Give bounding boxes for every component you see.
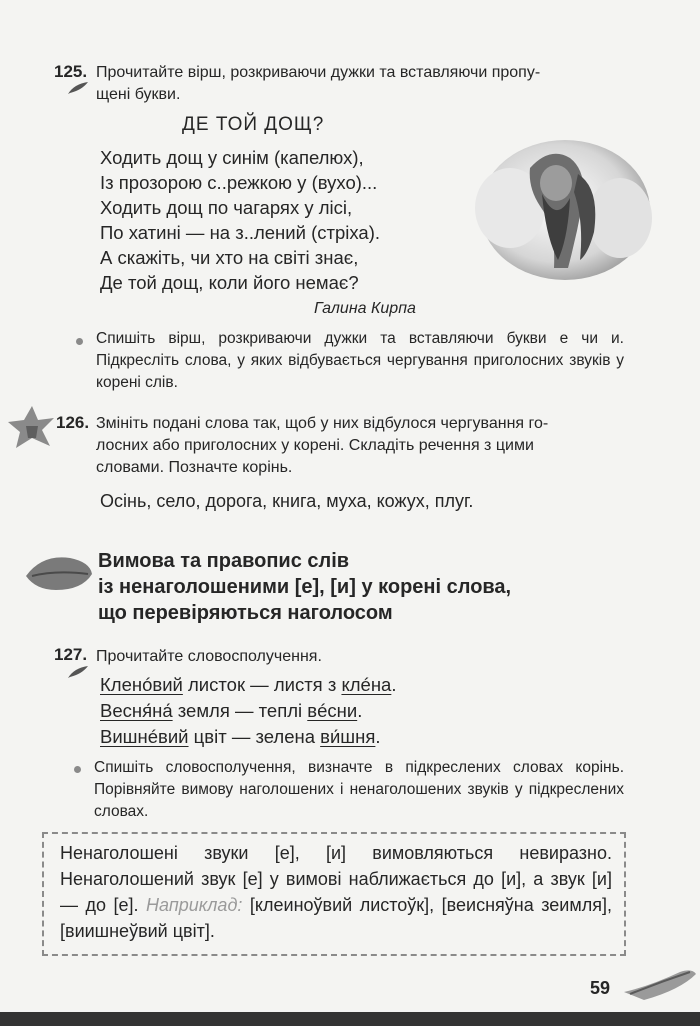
word-list: Осінь, село, дорога, книга, муха, кожух, плуг.	[100, 491, 474, 511]
bullet-icon	[74, 766, 81, 773]
poem	[100, 145, 380, 295]
poem-line: Ходить дощ по чагарях у лісі,	[100, 197, 353, 218]
poem-line: А скажіть, чи хто на світі знає,	[100, 247, 359, 268]
quill-icon	[66, 664, 90, 680]
rule-box	[42, 832, 626, 956]
poem-line: Де той дощ, коли його немає?	[100, 272, 359, 293]
exercise-number-127: 127.	[54, 645, 88, 664]
bottom-bar	[0, 1012, 700, 1026]
section-heading: Вимова та правопис слів із ненаголошеними [е], [и] у корені слова, що перевіряються наголосом	[98, 550, 512, 624]
star-leaf-icon	[6, 404, 58, 450]
poem-title: ДЕ ТОЙ ДОЩ?	[182, 114, 325, 135]
poem-line: Ходить дощ у синім (капелюх),	[100, 147, 364, 168]
poem-line: По хатині — на з..лений (стріха).	[100, 222, 380, 243]
quill-icon	[66, 80, 90, 96]
phrase-row: Кленóвий листок — листя з клéна.	[100, 674, 397, 695]
poem-line: Із прозорою с..режкою у (вухо)...	[100, 172, 378, 193]
rule-text: Ненаголошені звуки [е], [и] вимовляються невиразно. Ненаголошений звук [е] у вимові наближається до [и], а звук [и] — до [е].	[60, 843, 612, 915]
bullet-icon	[76, 338, 83, 345]
leaf-section-icon	[22, 550, 94, 594]
phrase-row: Вишнéвий цвіт — зелена ви́шня.	[100, 726, 381, 747]
example-transcription: [клеиноўвий листоўк], [веисняўна зеимля], [виишнеўвий цвіт].	[60, 895, 612, 941]
exercise-number-126: 126.	[56, 413, 90, 432]
exercise-number-125: 125.	[54, 62, 88, 81]
exercise-125-assignment: Спишіть вірш, розкриваючи дужки та вставляючи букви е чи и. Підкресліть слова, у яких відбувається чергування приголосних звуків у корені слів.	[96, 330, 624, 391]
example-label: Наприклад:	[146, 895, 243, 915]
exercise-125-task: Прочитайте вірш, розкриваючи дужки та вставляючи пропу- щені букви.	[96, 64, 541, 103]
exercise-126-task: Змініть подані слова так, щоб у них відбулося чергування го- лосних або приголосних у корені. Складіть речення з цими словами. Позначте корінь.	[96, 415, 549, 476]
poem-author: Галина Кирпа	[314, 300, 416, 317]
exercise-127-task: Прочитайте словосполучення.	[96, 648, 322, 665]
phrase-row: Весня́на́ земля — теплі вéсни.	[100, 700, 363, 721]
rain-cloud-character-illustration	[470, 128, 660, 290]
feather-scroll-icon	[620, 962, 698, 1004]
exercise-127-assignment: Спишіть словосполучення, визначте в підкреслених словах корінь. Порівняйте вимову наголошених і ненаголошених звуків у підкреслених словах.	[94, 759, 624, 820]
phrase-list	[100, 672, 396, 750]
page-number: 59	[590, 978, 611, 998]
